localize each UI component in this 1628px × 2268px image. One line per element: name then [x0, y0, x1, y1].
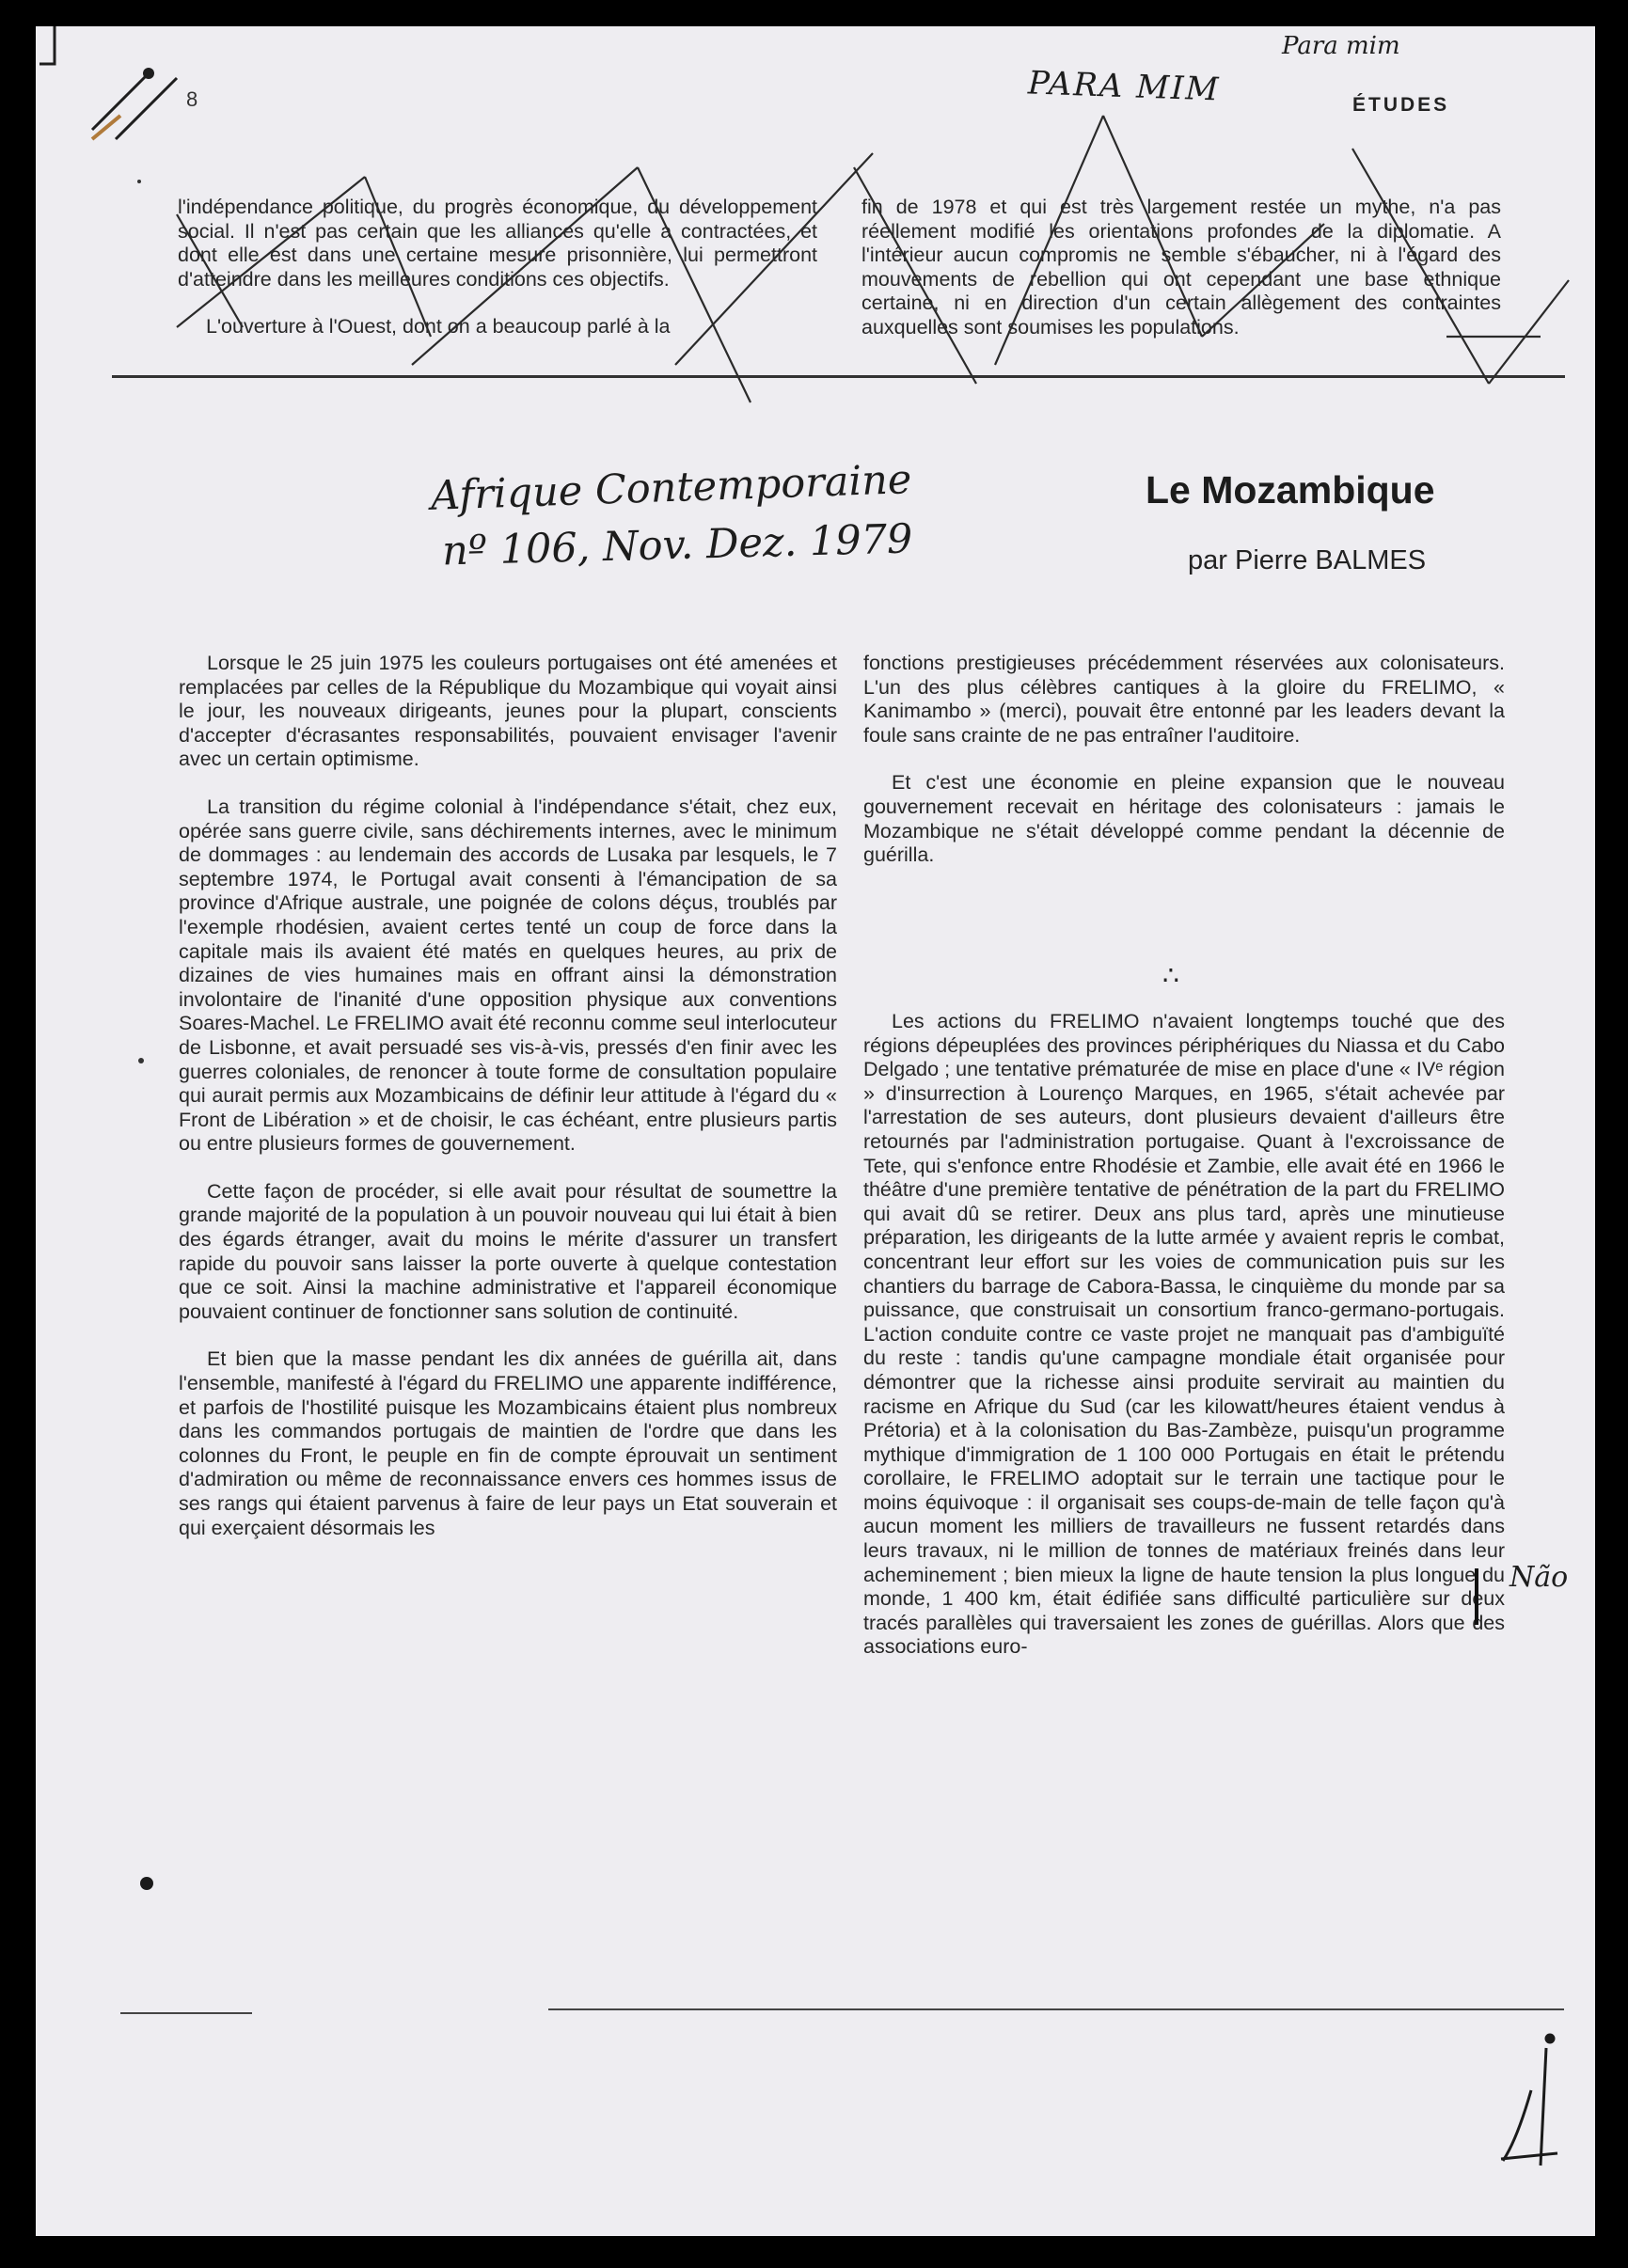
ink-dot — [137, 180, 141, 183]
handwritten-initial — [1501, 2035, 1557, 2166]
corner-scribble — [40, 26, 177, 139]
document-page — [36, 26, 1595, 2236]
section-header: ÉTUDES — [1352, 94, 1450, 116]
body-paragraph: Et c'est une économie en pleine expansion que le nouveau gouvernement recevait en héritage des colonisateurs : jamais le Mozambique ne s'était développé comme pendant la décennie de guérilla. — [863, 771, 1505, 867]
handwritten-margin-note: Não — [1509, 1561, 1569, 1594]
ink-dot — [138, 1058, 144, 1063]
body-paragraph: fonctions prestigieuses précédemment réservées aux colonisateurs. L'un des plus célèbres cantiques à la gloire du FRELIMO, « Kanimambo » (merci), pouvait être entonné par les leaders devant la foule sans crainte de ne pas entraîner l'auditoire. — [863, 652, 1505, 747]
section-asterism: ∴ — [1162, 961, 1179, 990]
handwritten-journal-name: Afrique Contemporaine — [430, 456, 913, 520]
pen-marks-overlay — [36, 26, 1595, 2236]
ink-dot — [143, 68, 154, 79]
handwritten-journal-issue: nº 106, Nov. Dez. 1979 — [441, 515, 913, 575]
handwritten-corner-note: Para mim — [1282, 32, 1400, 60]
article-byline: par Pierre BALMES — [1188, 545, 1427, 575]
crossed-paragraph: l'indépendance politique, du progrès économique, du développement social. Il n'est pas certain que les alliances qu'elle a contractées, et dont elle est dans une certaine mesure prisonnière, lui permettront d'atteindre dans les meilleures conditions ces objectifs. — [178, 196, 817, 291]
body-paragraph: Cette façon de procéder, si elle avait pour résultat de soumettre la grande majorité de la population à un pouvoir nouveau qui lui était à bien des égards étranger, avait du moins le mérite d'assurer un transfert rapide du pouvoir sans laisser la porte ouverte à quelque contestation que ce soit. Ainsi la machine administrative et l'appareil économique pouvaient continuer de fonctionner sans solution de continuité. — [179, 1179, 837, 1323]
body-paragraph: Lorsque le 25 juin 1975 les couleurs portugaises ont été amenées et remplacées par celles de la République du Mozambique qui voyait ainsi le jour, les nouveaux dirigeants, jeunes pour la plupart, conscients d'accepter d'écrasantes responsabilités, pouvaient envisager l'avenir avec un certain optimisme. — [179, 652, 837, 771]
ink-dot — [140, 1877, 153, 1890]
article-title: Le Mozambique — [1146, 468, 1435, 512]
body-paragraph: Les actions du FRELIMO n'avaient longtemps touché que des régions dépeuplées des provinces périphériques du Niassa et du Cabo Delgado ; une tentative prématurée de mise en place d'une « IVᵉ région » d'insurrection à Lourenço Marques, en 1965, s'était achevée par l'arrestation de ses auteurs, dont plusieurs devaient d'ailleurs être retournés par l'administration portugaise. Quant à l'excroissance de Tete, qui s'enfonce entre Rhodésie et Zambie, elle avait été en 1966 le théâtre d'une première tentative de pénétration de la part du FRELIMO qui avait dû se retirer. Deux ans plus tard, après une minutieuse préparation, les dirigeants de la lutte armée y avaient repris le combat, concentrant leur effort sur les voies de communication puis sur les chantiers du barrage de Cabora-Bassa, le cinquième du monde par sa puissance, que construisait un consortium franco-germano-portugais. L'action conduite contre ce vaste projet ne manquait pas d'ambiguïté du reste : tandis qu'une campagne mondiale était organisée pour démontrer que la richesse ainsi produite servirait au maintien du racisme en Afrique du Sud (car les kilowatt/heures étaient vendus à Prétoria) et à la colonisation du Bas-Zambèze, puisqu'un programme mythique d'immigration de 1 100 000 Portugais en était le prétendu corollaire, le FRELIMO adoptait sur le terrain une tactique pour le moins équivoque : il organisait ses coups-de-main de telle façon qu'à aucun moment les milliers de travailleurs ne fussent retardés dans leurs travaux, ni le million de tonnes de matériaux freinés dans leur acheminement ; bien mieux la ligne de haute tension la plus longue du monde, 1 400 km, était édifiée sans difficulté particulière sur deux tracés parallèles qui traversaient les zones de guérillas. Alors que des associations euro- — [863, 1010, 1505, 1659]
handwritten-top-note: PARA MIM — [1027, 64, 1221, 109]
cross-out-strokes — [177, 116, 1569, 402]
crossed-paragraph: L'ouverture à l'Ouest, dont on a beaucoup parlé à la — [206, 315, 671, 339]
body-paragraph: Et bien que la masse pendant les dix années de guérilla ait, dans l'ensemble, manifesté à l'égard du FRELIMO une apparente indifférence, et parfois de l'hostilité puisque les Mozambicains étaient plus nombreux dans les commandos portugais de maintien de l'ordre que dans les colonnes du Front, le peuple en fin de compte éprouvait un sentiment d'admiration ou même de reconnaissance envers ces hommes issus de ses rangs qui étaient parvenus à faire de leur pays un Etat souverain et qui exerçaient désormais les — [179, 1347, 837, 1539]
crossed-paragraph: fin de 1978 et qui est très largement restée un mythe, n'a pas réellement modifié les orientations profondes de la diplomatie. A l'intérieur aucun compromis ne semble s'ébaucher, ni à l'égard des mouvements de rebellion qui ont cependant une base ethnique certaine, ni en direction d'un certain allègement des contraintes auxquelles sont soumises les populations. — [861, 196, 1501, 339]
page-number: 8 — [186, 87, 198, 111]
body-paragraph: La transition du régime colonial à l'indépendance s'était, chez eux, opérée sans guerre civile, sans déchirements internes, avec le minimum de dommages : au lendemain des accords de Lusaka par lesquels, le 7 septembre 1974, le Portugal avait consenti à l'émancipation de sa province d'Afrique australe, une poignée de colons déçus, troublés par l'exemple rhodésien, avaient certes tenté un coup de force dans la capitale mais ils avaient été matés en quelques heures, au prix de dizaines de vies humaines mais en offrant ainsi la démonstration involontaire de l'inanité d'une opposition physique aux conventions Soares-Machel. Le FRELIMO avait été reconnu comme seul interlocuteur de Lisbonne, et avait persuadé ses vis-à-vis, pressés d'en finir avec les guerres coloniales, de renoncer à toute forme de consultation populaire qui aurait permis aux Mozambicains de définir leur attitude à l'égard du « Front de Libération » et de choisir, le cas échéant, entre plusieurs partis ou entre plusieurs formes de gouvernement. — [179, 795, 837, 1156]
